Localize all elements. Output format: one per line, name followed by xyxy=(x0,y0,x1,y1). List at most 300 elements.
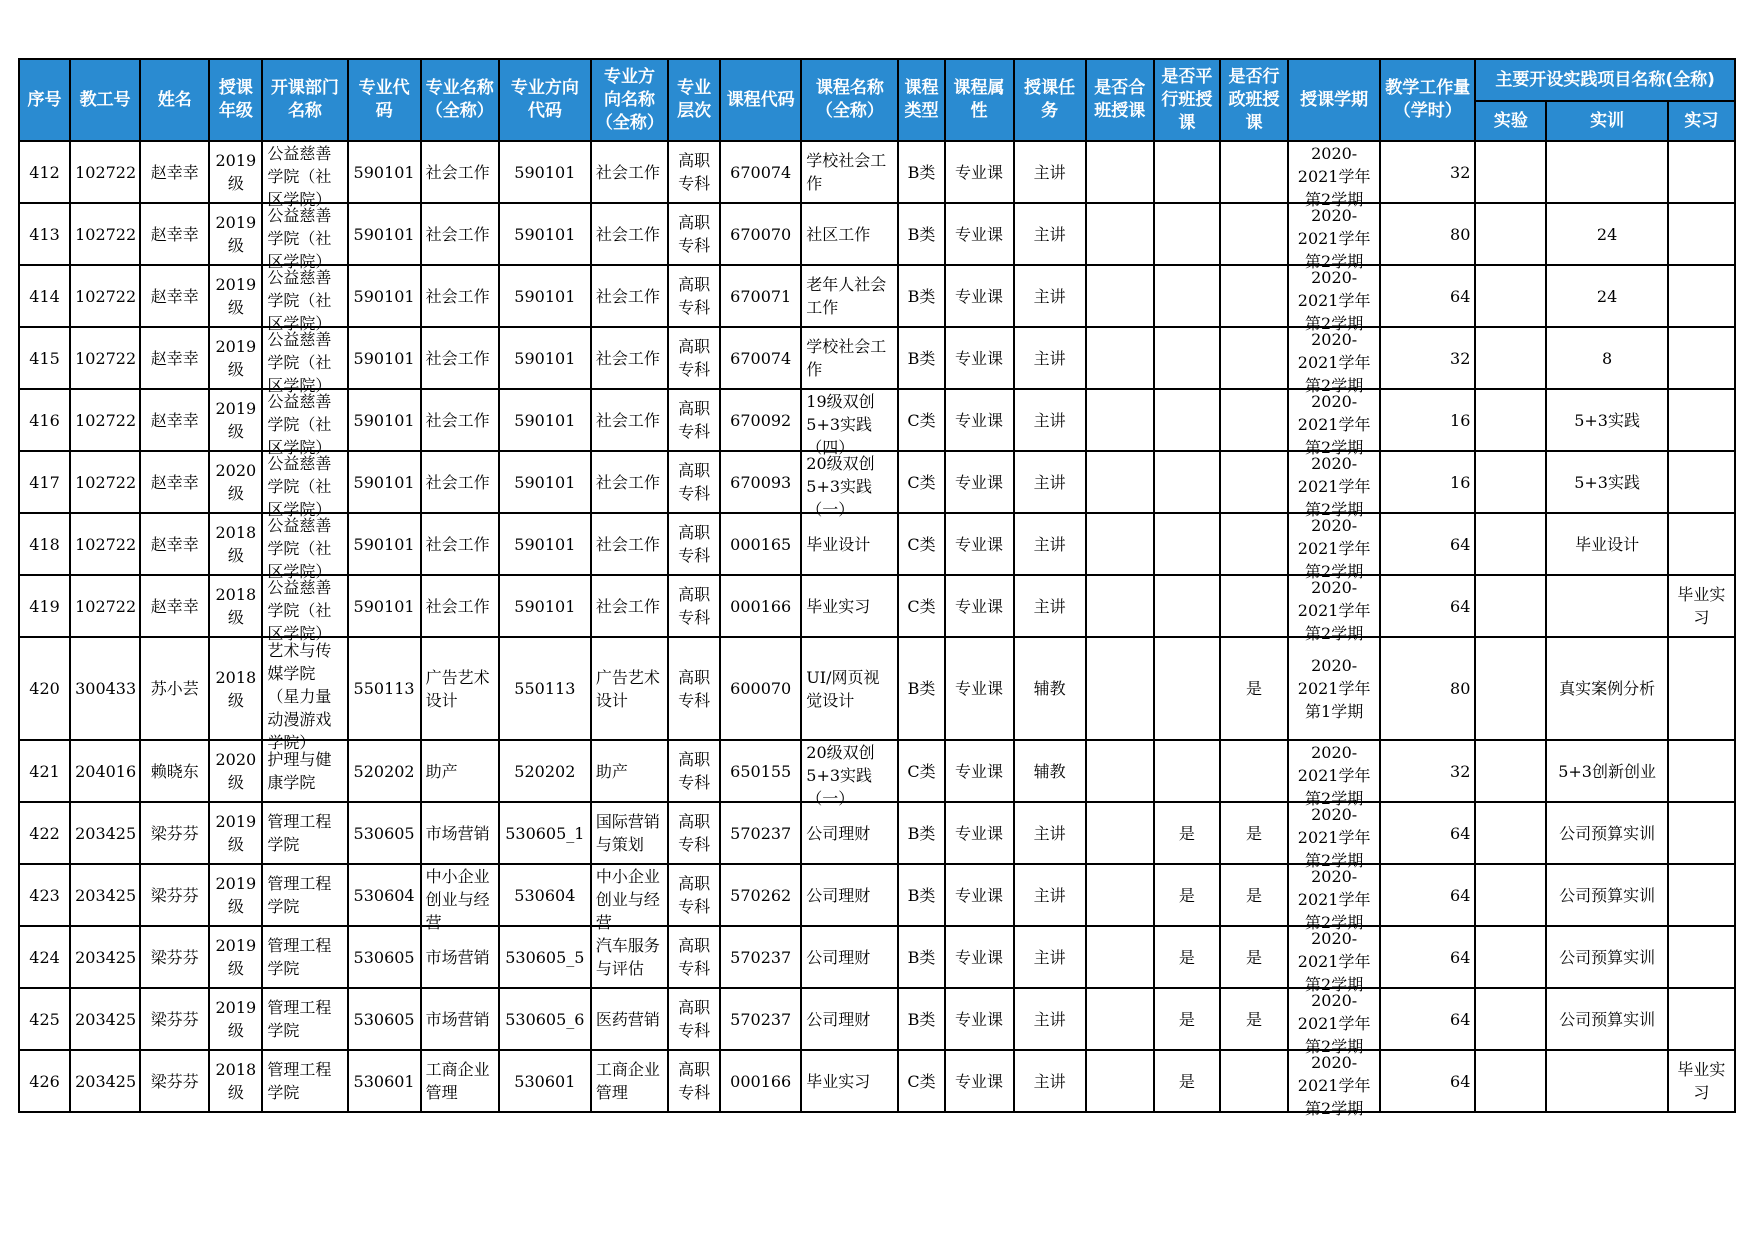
cell-direction-code: 530604 xyxy=(499,864,591,926)
cell-course-name: 公司理财 xyxy=(801,802,898,864)
cell-major-code: 530601 xyxy=(348,1050,421,1112)
cell-training: 公司预算实训 xyxy=(1546,926,1667,988)
col-header-level: 专业层次 xyxy=(668,59,720,141)
cell-experiment xyxy=(1475,265,1546,327)
cell-course-attr: 专业课 xyxy=(945,141,1014,203)
cell-admin-class: 是 xyxy=(1220,988,1288,1050)
table-row xyxy=(19,802,1735,864)
cell-major-code: 590101 xyxy=(348,203,421,265)
cell-training: 毕业设计 xyxy=(1546,513,1667,575)
cell-training xyxy=(1546,141,1667,203)
cell-course-code: 670092 xyxy=(720,389,801,451)
cell-workload: 80 xyxy=(1380,203,1475,265)
cell-course-attr: 专业课 xyxy=(945,1050,1014,1112)
cell-course-code: 000165 xyxy=(720,513,801,575)
cell-staff-id: 102722 xyxy=(70,451,140,513)
cell-grade: 2019级 xyxy=(209,864,262,926)
cell-parallel: 是 xyxy=(1154,802,1220,864)
cell-experiment xyxy=(1475,513,1546,575)
cell-task: 主讲 xyxy=(1014,802,1086,864)
cell-course-attr: 专业课 xyxy=(945,864,1014,926)
cell-task: 主讲 xyxy=(1014,1050,1086,1112)
cell-course-type: C类 xyxy=(898,513,944,575)
cell-course-type: B类 xyxy=(898,327,944,389)
cell-course-code: 650155 xyxy=(720,740,801,802)
table-row xyxy=(19,575,1735,637)
cell-seq: 424 xyxy=(19,926,70,988)
cell-direction-name: 社会工作 xyxy=(591,141,668,203)
cell-direction-name: 社会工作 xyxy=(591,265,668,327)
table-row xyxy=(19,637,1735,740)
cell-experiment xyxy=(1475,1050,1546,1112)
cell-parallel: 是 xyxy=(1154,864,1220,926)
cell-name: 赵幸幸 xyxy=(140,389,209,451)
table-row xyxy=(19,1050,1735,1112)
cell-level: 高职专科 xyxy=(668,327,720,389)
cell-merged xyxy=(1086,265,1154,327)
cell-dept: 管理工程学院 xyxy=(262,988,347,1050)
cell-course-code: 670093 xyxy=(720,451,801,513)
cell-grade: 2019级 xyxy=(209,988,262,1050)
cell-direction-code: 530601 xyxy=(499,1050,591,1112)
cell-course-type: B类 xyxy=(898,926,944,988)
cell-staff-id: 102722 xyxy=(70,141,140,203)
cell-course-type: C类 xyxy=(898,451,944,513)
cell-major-code: 530604 xyxy=(348,864,421,926)
col-header-training: 实训 xyxy=(1546,101,1667,141)
cell-course-name: 20级双创5+3实践（一） xyxy=(801,740,898,802)
cell-course-code: 570237 xyxy=(720,802,801,864)
cell-task: 主讲 xyxy=(1014,389,1086,451)
cell-seq: 414 xyxy=(19,265,70,327)
cell-workload: 64 xyxy=(1380,802,1475,864)
cell-direction-name: 工商企业管理 xyxy=(591,1050,668,1112)
cell-direction-name: 中小企业创业与经营 xyxy=(591,864,668,926)
cell-staff-id: 203425 xyxy=(70,1050,140,1112)
table-row xyxy=(19,926,1735,988)
cell-parallel xyxy=(1154,141,1220,203)
col-header-internship: 实习 xyxy=(1668,101,1735,141)
cell-internship xyxy=(1668,265,1735,327)
cell-internship xyxy=(1668,864,1735,926)
cell-direction-code: 590101 xyxy=(499,327,591,389)
cell-direction-name: 社会工作 xyxy=(591,451,668,513)
cell-dept: 公益慈善学院（社区学院） xyxy=(262,451,347,513)
col-header-name: 姓名 xyxy=(140,59,209,141)
cell-course-attr: 专业课 xyxy=(945,740,1014,802)
col-header-course-attr: 课程属性 xyxy=(945,59,1014,141)
cell-major-code: 530605 xyxy=(348,802,421,864)
cell-direction-code: 590101 xyxy=(499,513,591,575)
cell-course-name: 毕业实习 xyxy=(801,1050,898,1112)
cell-parallel xyxy=(1154,389,1220,451)
cell-task: 主讲 xyxy=(1014,513,1086,575)
cell-major-code: 520202 xyxy=(348,740,421,802)
cell-training: 24 xyxy=(1546,265,1667,327)
cell-parallel: 是 xyxy=(1154,926,1220,988)
cell-merged xyxy=(1086,802,1154,864)
cell-course-attr: 专业课 xyxy=(945,327,1014,389)
cell-internship xyxy=(1668,988,1735,1050)
col-header-experiment: 实验 xyxy=(1475,101,1546,141)
workload-table xyxy=(18,58,1736,1118)
cell-term: 2020-2021学年第2学期 xyxy=(1288,1050,1380,1112)
cell-workload: 64 xyxy=(1380,575,1475,637)
table-row xyxy=(19,988,1735,1050)
cell-major-code: 590101 xyxy=(348,141,421,203)
cell-dept: 公益慈善学院（社区学院） xyxy=(262,203,347,265)
cell-dept: 管理工程学院 xyxy=(262,802,347,864)
cell-name: 梁芬芬 xyxy=(140,988,209,1050)
cell-seq: 419 xyxy=(19,575,70,637)
cell-course-type: B类 xyxy=(898,265,944,327)
cell-merged xyxy=(1086,988,1154,1050)
cell-admin-class: 是 xyxy=(1220,926,1288,988)
cell-course-name: 毕业实习 xyxy=(801,575,898,637)
col-header-term: 授课学期 xyxy=(1288,59,1380,141)
cell-seq: 420 xyxy=(19,637,70,740)
cell-course-type: B类 xyxy=(898,203,944,265)
cell-training: 真实案例分析 xyxy=(1546,637,1667,740)
cell-course-type: B类 xyxy=(898,141,944,203)
cell-admin-class: 是 xyxy=(1220,802,1288,864)
cell-level: 高职专科 xyxy=(668,926,720,988)
cell-seq: 412 xyxy=(19,141,70,203)
cell-parallel xyxy=(1154,513,1220,575)
cell-major-name: 广告艺术设计 xyxy=(421,637,499,740)
cell-term: 2020-2021学年第2学期 xyxy=(1288,389,1380,451)
cell-merged xyxy=(1086,1050,1154,1112)
cell-course-attr: 专业课 xyxy=(945,802,1014,864)
cell-workload: 80 xyxy=(1380,637,1475,740)
cell-name: 赵幸幸 xyxy=(140,327,209,389)
cell-staff-id: 102722 xyxy=(70,203,140,265)
cell-course-code: 670071 xyxy=(720,265,801,327)
cell-training: 5+3实践 xyxy=(1546,451,1667,513)
cell-internship xyxy=(1668,327,1735,389)
cell-internship xyxy=(1668,513,1735,575)
cell-direction-name: 社会工作 xyxy=(591,575,668,637)
cell-course-type: B类 xyxy=(898,637,944,740)
cell-task: 主讲 xyxy=(1014,203,1086,265)
cell-experiment xyxy=(1475,740,1546,802)
cell-dept: 护理与健康学院 xyxy=(262,740,347,802)
cell-merged xyxy=(1086,451,1154,513)
col-header-course-type: 课程类型 xyxy=(898,59,944,141)
cell-merged xyxy=(1086,575,1154,637)
cell-course-name: 19级双创5+3实践（四） xyxy=(801,389,898,451)
cell-staff-id: 102722 xyxy=(70,327,140,389)
cell-direction-name: 社会工作 xyxy=(591,513,668,575)
cell-admin-class xyxy=(1220,389,1288,451)
cell-name: 赵幸幸 xyxy=(140,265,209,327)
cell-experiment xyxy=(1475,575,1546,637)
cell-course-type: B类 xyxy=(898,864,944,926)
cell-course-attr: 专业课 xyxy=(945,926,1014,988)
cell-admin-class: 是 xyxy=(1220,864,1288,926)
cell-grade: 2018级 xyxy=(209,575,262,637)
cell-internship xyxy=(1668,926,1735,988)
cell-staff-id: 203425 xyxy=(70,988,140,1050)
cell-level: 高职专科 xyxy=(668,265,720,327)
cell-course-code: 570237 xyxy=(720,926,801,988)
cell-seq: 418 xyxy=(19,513,70,575)
cell-major-code: 590101 xyxy=(348,327,421,389)
col-header-staff-id: 教工号 xyxy=(70,59,140,141)
col-header-major-code: 专业代码 xyxy=(348,59,421,141)
cell-major-code: 550113 xyxy=(348,637,421,740)
cell-course-type: C类 xyxy=(898,575,944,637)
cell-training xyxy=(1546,575,1667,637)
cell-dept: 艺术与传媒学院（星力量动漫游戏学院） xyxy=(262,637,347,740)
cell-seq: 416 xyxy=(19,389,70,451)
cell-parallel xyxy=(1154,327,1220,389)
cell-name: 梁芬芬 xyxy=(140,1050,209,1112)
col-header-direction-name: 专业方向名称（全称） xyxy=(591,59,668,141)
cell-internship xyxy=(1668,389,1735,451)
cell-staff-id: 203425 xyxy=(70,926,140,988)
cell-direction-code: 550113 xyxy=(499,637,591,740)
cell-training: 公司预算实训 xyxy=(1546,988,1667,1050)
cell-term: 2020-2021学年第2学期 xyxy=(1288,451,1380,513)
cell-grade: 2019级 xyxy=(209,141,262,203)
cell-seq: 426 xyxy=(19,1050,70,1112)
col-header-merged: 是否合班授课 xyxy=(1086,59,1154,141)
cell-internship xyxy=(1668,141,1735,203)
cell-grade: 2020级 xyxy=(209,451,262,513)
cell-merged xyxy=(1086,637,1154,740)
cell-level: 高职专科 xyxy=(668,451,720,513)
cell-merged xyxy=(1086,864,1154,926)
cell-major-name: 工商企业管理 xyxy=(421,1050,499,1112)
cell-course-attr: 专业课 xyxy=(945,513,1014,575)
cell-level: 高职专科 xyxy=(668,575,720,637)
cell-seq: 421 xyxy=(19,740,70,802)
cell-name: 赵幸幸 xyxy=(140,575,209,637)
cell-grade: 2019级 xyxy=(209,265,262,327)
table-header xyxy=(19,59,1735,141)
cell-direction-name: 社会工作 xyxy=(591,389,668,451)
cell-direction-code: 590101 xyxy=(499,575,591,637)
cell-training: 公司预算实训 xyxy=(1546,864,1667,926)
cell-course-name: 毕业设计 xyxy=(801,513,898,575)
cell-name: 赵幸幸 xyxy=(140,141,209,203)
cell-major-name: 社会工作 xyxy=(421,513,499,575)
cell-workload: 64 xyxy=(1380,988,1475,1050)
cell-experiment xyxy=(1475,864,1546,926)
cell-grade: 2018级 xyxy=(209,637,262,740)
cell-level: 高职专科 xyxy=(668,988,720,1050)
cell-major-name: 社会工作 xyxy=(421,327,499,389)
cell-training: 5+3实践 xyxy=(1546,389,1667,451)
cell-workload: 64 xyxy=(1380,1050,1475,1112)
cell-experiment xyxy=(1475,802,1546,864)
cell-course-code: 570262 xyxy=(720,864,801,926)
cell-course-attr: 专业课 xyxy=(945,451,1014,513)
cell-name: 梁芬芬 xyxy=(140,864,209,926)
cell-dept: 公益慈善学院（社区学院） xyxy=(262,575,347,637)
cell-term: 2020-2021学年第2学期 xyxy=(1288,203,1380,265)
cell-training xyxy=(1546,1050,1667,1112)
cell-direction-name: 医药营销 xyxy=(591,988,668,1050)
cell-dept: 公益慈善学院（社区学院） xyxy=(262,141,347,203)
cell-internship xyxy=(1668,203,1735,265)
cell-training: 8 xyxy=(1546,327,1667,389)
cell-admin-class xyxy=(1220,513,1288,575)
cell-major-name: 市场营销 xyxy=(421,802,499,864)
cell-dept: 管理工程学院 xyxy=(262,864,347,926)
cell-direction-code: 590101 xyxy=(499,141,591,203)
cell-term: 2020-2021学年第2学期 xyxy=(1288,926,1380,988)
cell-task: 主讲 xyxy=(1014,575,1086,637)
cell-major-name: 助产 xyxy=(421,740,499,802)
cell-workload: 64 xyxy=(1380,864,1475,926)
cell-course-type: B类 xyxy=(898,802,944,864)
cell-experiment xyxy=(1475,451,1546,513)
cell-admin-class: 是 xyxy=(1220,637,1288,740)
col-header-workload: 教学工作量（学时） xyxy=(1380,59,1475,141)
cell-major-name: 市场营销 xyxy=(421,926,499,988)
cell-term: 2020-2021学年第2学期 xyxy=(1288,864,1380,926)
table-body xyxy=(19,141,1735,1118)
cell-level: 高职专科 xyxy=(668,141,720,203)
cell-task: 主讲 xyxy=(1014,926,1086,988)
cell-staff-id: 102722 xyxy=(70,389,140,451)
cell-admin-class xyxy=(1220,203,1288,265)
cell-major-name: 社会工作 xyxy=(421,141,499,203)
cell-staff-id: 102722 xyxy=(70,575,140,637)
cell-task: 辅教 xyxy=(1014,637,1086,740)
cell-workload: 64 xyxy=(1380,265,1475,327)
cell-major-code: 530605 xyxy=(348,926,421,988)
cell-direction-code: 530605_1 xyxy=(499,802,591,864)
cell-dept: 管理工程学院 xyxy=(262,926,347,988)
cell-internship xyxy=(1668,802,1735,864)
cell-internship xyxy=(1668,451,1735,513)
cell-direction-code: 530605_5 xyxy=(499,926,591,988)
cell-parallel: 是 xyxy=(1154,1050,1220,1112)
cell-experiment xyxy=(1475,637,1546,740)
cell-name: 赵幸幸 xyxy=(140,513,209,575)
cell-grade: 2019级 xyxy=(209,802,262,864)
cell-name: 梁芬芬 xyxy=(140,802,209,864)
cell-name: 赵幸幸 xyxy=(140,451,209,513)
cell-name: 赖晓东 xyxy=(140,740,209,802)
cell-seq: 417 xyxy=(19,451,70,513)
cell-grade: 2019级 xyxy=(209,389,262,451)
col-header-grade: 授课年级 xyxy=(209,59,262,141)
cell-level: 高职专科 xyxy=(668,203,720,265)
cell-merged xyxy=(1086,740,1154,802)
cell-term: 2020-2021学年第2学期 xyxy=(1288,802,1380,864)
col-header-course-code: 课程代码 xyxy=(720,59,801,141)
cell-staff-id: 300433 xyxy=(70,637,140,740)
cell-term: 2020-2021学年第1学期 xyxy=(1288,637,1380,740)
cell-major-code: 590101 xyxy=(348,265,421,327)
cell-staff-id: 203425 xyxy=(70,802,140,864)
cell-direction-code: 590101 xyxy=(499,203,591,265)
cell-course-name: UI/网页视觉设计 xyxy=(801,637,898,740)
col-header-major-name: 专业名称（全称） xyxy=(421,59,499,141)
cell-training: 24 xyxy=(1546,203,1667,265)
cell-direction-name: 助产 xyxy=(591,740,668,802)
cell-merged xyxy=(1086,389,1154,451)
cell-direction-name: 社会工作 xyxy=(591,203,668,265)
cell-workload: 64 xyxy=(1380,926,1475,988)
cell-staff-id: 204016 xyxy=(70,740,140,802)
cell-internship: 毕业实习 xyxy=(1668,575,1735,637)
cell-level: 高职专科 xyxy=(668,513,720,575)
table-row xyxy=(19,203,1735,265)
cell-task: 主讲 xyxy=(1014,864,1086,926)
cell-parallel xyxy=(1154,451,1220,513)
col-header-practice-group: 主要开设实践项目名称(全称) xyxy=(1475,59,1735,101)
cell-dept: 公益慈善学院（社区学院） xyxy=(262,327,347,389)
cell-term: 2020-2021学年第2学期 xyxy=(1288,988,1380,1050)
cell-course-code: 570237 xyxy=(720,988,801,1050)
cell-course-code: 000166 xyxy=(720,575,801,637)
cell-internship xyxy=(1668,740,1735,802)
cell-dept: 公益慈善学院（社区学院） xyxy=(262,389,347,451)
cell-task: 主讲 xyxy=(1014,327,1086,389)
cell-course-type: B类 xyxy=(898,988,944,1050)
cell-seq: 425 xyxy=(19,988,70,1050)
cell-level: 高职专科 xyxy=(668,740,720,802)
cell-grade: 2018级 xyxy=(209,513,262,575)
cell-dept: 公益慈善学院（社区学院） xyxy=(262,265,347,327)
cell-parallel xyxy=(1154,265,1220,327)
cell-parallel xyxy=(1154,575,1220,637)
cell-course-code: 670074 xyxy=(720,141,801,203)
cell-seq: 415 xyxy=(19,327,70,389)
table-row xyxy=(19,141,1735,203)
cell-term: 2020-2021学年第2学期 xyxy=(1288,141,1380,203)
cell-experiment xyxy=(1475,141,1546,203)
cell-internship xyxy=(1668,637,1735,740)
col-header-direction-code: 专业方向代码 xyxy=(499,59,591,141)
cell-direction-name: 汽车服务与评估 xyxy=(591,926,668,988)
cell-name: 赵幸幸 xyxy=(140,203,209,265)
cell-course-name: 20级双创5+3实践（一） xyxy=(801,451,898,513)
col-header-admin-class: 是否行政班授课 xyxy=(1220,59,1288,141)
cell-course-type: C类 xyxy=(898,1050,944,1112)
cell-level: 高职专科 xyxy=(668,389,720,451)
cell-name: 苏小芸 xyxy=(140,637,209,740)
cell-course-code: 670074 xyxy=(720,327,801,389)
cell-course-code: 670070 xyxy=(720,203,801,265)
cell-experiment xyxy=(1475,389,1546,451)
cell-level: 高职专科 xyxy=(668,802,720,864)
cell-task: 主讲 xyxy=(1014,451,1086,513)
cell-major-code: 590101 xyxy=(348,513,421,575)
cell-task: 辅教 xyxy=(1014,740,1086,802)
cell-course-name: 公司理财 xyxy=(801,926,898,988)
cell-direction-code: 520202 xyxy=(499,740,591,802)
cell-internship: 毕业实习 xyxy=(1668,1050,1735,1112)
cell-direction-code: 590101 xyxy=(499,389,591,451)
cell-level: 高职专科 xyxy=(668,864,720,926)
cell-major-code: 590101 xyxy=(348,389,421,451)
cell-experiment xyxy=(1475,926,1546,988)
cell-direction-code: 530605_6 xyxy=(499,988,591,1050)
cell-seq: 422 xyxy=(19,802,70,864)
cell-experiment xyxy=(1475,327,1546,389)
cell-direction-code: 590101 xyxy=(499,265,591,327)
cell-term: 2020-2021学年第2学期 xyxy=(1288,513,1380,575)
cell-merged xyxy=(1086,141,1154,203)
col-header-dept: 开课部门名称 xyxy=(262,59,347,141)
cell-workload: 32 xyxy=(1380,141,1475,203)
